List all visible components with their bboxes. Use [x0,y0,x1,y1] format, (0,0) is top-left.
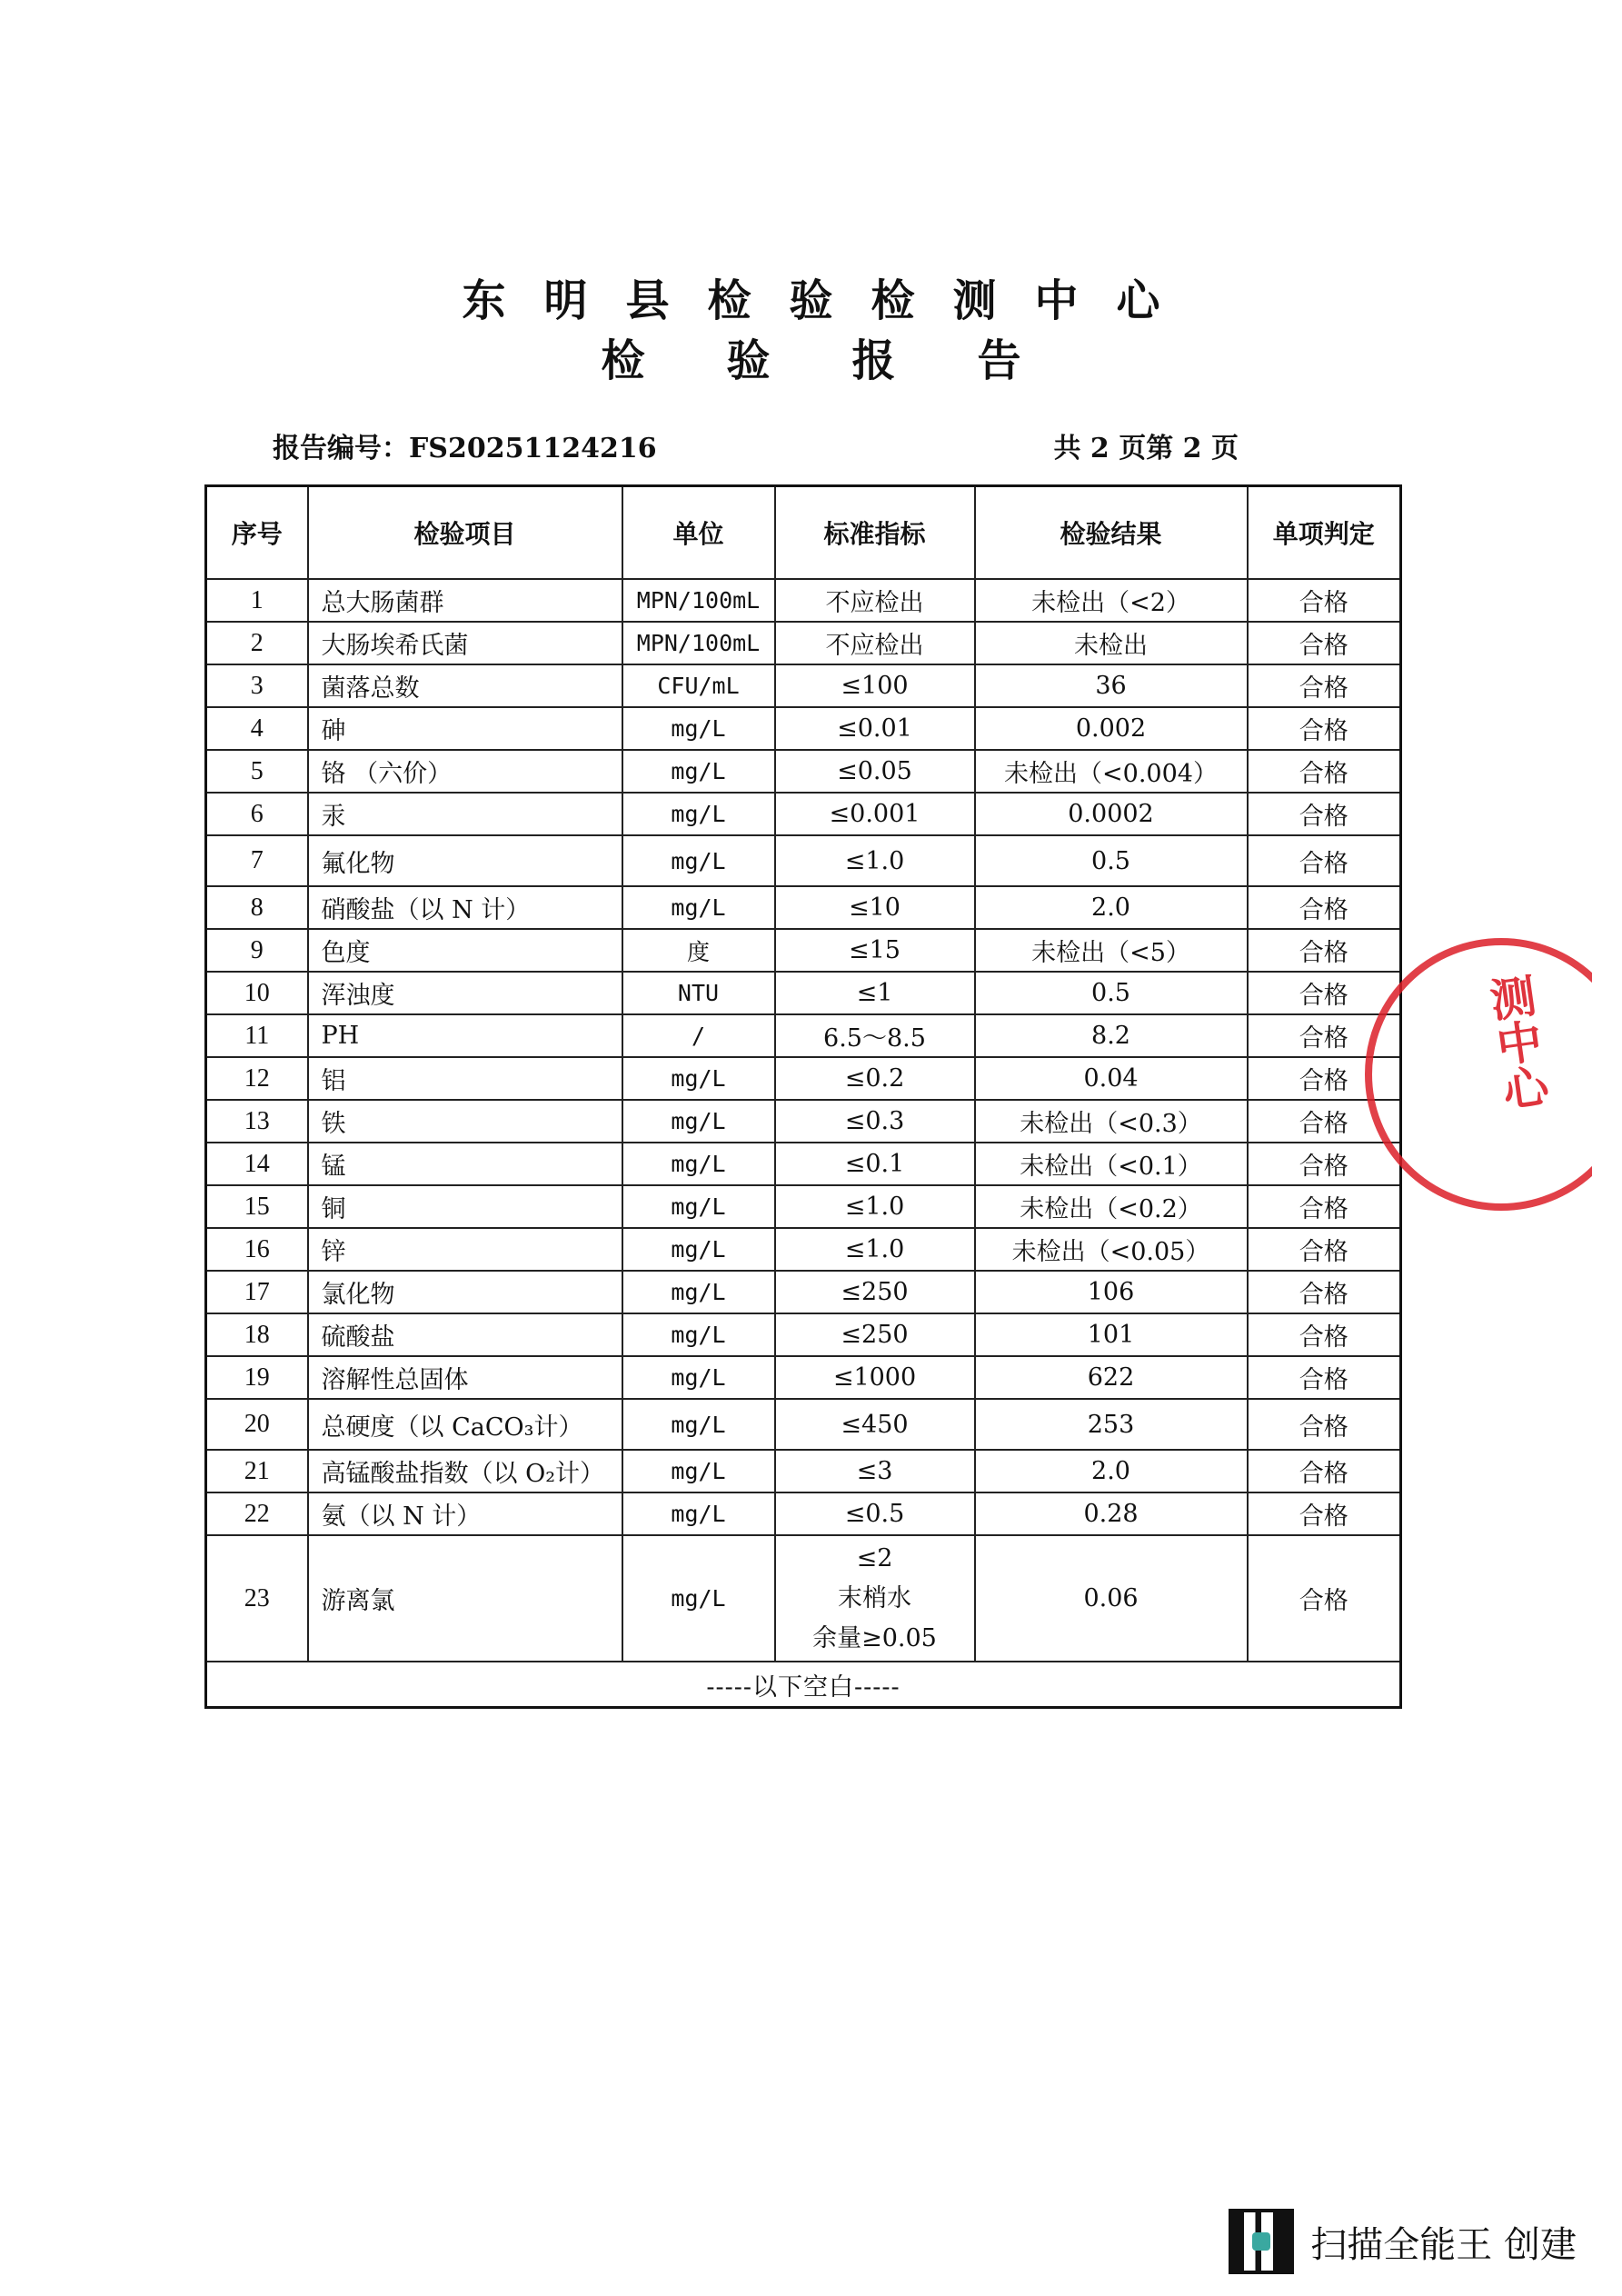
row-seq: 23 [206,1535,308,1662]
table-row [206,835,1401,886]
row-judgement: 合格 [1248,1143,1401,1185]
row-standard: ≤15 [775,929,975,972]
table-row [206,1271,1401,1313]
row-unit: mg/L [622,1100,775,1143]
row-unit: mg/L [622,750,775,793]
row-seq: 11 [206,1014,308,1057]
row-seq: 15 [206,1185,308,1228]
row-standard: 6.5～8.5 [775,1014,975,1057]
table-row [206,1356,1401,1399]
row-seq: 21 [206,1450,308,1492]
header-standard: 标准指标 [775,486,975,580]
row-standard: 不应检出 [775,622,975,664]
header-item: 检验项目 [308,486,622,580]
row-seq: 16 [206,1228,308,1271]
header-result: 检验结果 [975,486,1248,580]
row-seq: 6 [206,793,308,835]
row-item: 铬 （六价） [308,750,622,793]
standard-line: 末梢水 [838,1583,911,1612]
org-title: 东明县检验检测中心 [462,275,1199,326]
table-row [206,750,1401,793]
row-unit: mg/L [622,1143,775,1185]
report-number: 报告编号：FS20251124216 [273,433,657,464]
row-judgement: 合格 [1248,1535,1401,1662]
row-unit: 度 [622,929,775,972]
row-result: 106 [975,1271,1248,1313]
row-result: 622 [975,1356,1248,1399]
row-seq: 10 [206,972,308,1014]
row-item: 游离氯 [308,1535,622,1662]
row-judgement: 合格 [1248,1271,1401,1313]
row-judgement: 合格 [1248,1228,1401,1271]
row-item: 氯化物 [308,1271,622,1313]
row-standard: ≤0.05 [775,750,975,793]
row-judgement: 合格 [1248,622,1401,664]
row-result: 2.0 [975,886,1248,929]
row-standard: ≤250 [775,1313,975,1356]
row-unit: MPN/100mL [622,579,775,622]
table-header-row [206,486,1401,580]
table-row [206,622,1401,664]
row-unit: mg/L [622,1228,775,1271]
row-standard: ≤0.3 [775,1100,975,1143]
row-unit: mg/L [622,1313,775,1356]
row-standard: ≤3 [775,1450,975,1492]
row-seq: 7 [206,835,308,886]
row-result: 未检出（<5） [975,929,1248,972]
table-row [206,1143,1401,1185]
row-standard: ≤250 [775,1271,975,1313]
row-seq: 18 [206,1313,308,1356]
row-standard: ≤1.0 [775,1185,975,1228]
row-result: 未检出（<2） [975,579,1248,622]
row-judgement: 合格 [1248,707,1401,750]
row-item: 大肠埃希氏菌 [308,622,622,664]
row-unit: mg/L [622,1185,775,1228]
row-unit: mg/L [622,793,775,835]
row-seq: 4 [206,707,308,750]
header-unit: 单位 [622,486,775,580]
row-result: 2.0 [975,1450,1248,1492]
table-row [206,579,1401,622]
table-footer-row [206,1662,1401,1708]
table-row [206,793,1401,835]
row-standard: ≤0.01 [775,707,975,750]
row-seq: 22 [206,1492,308,1535]
row-result: 8.2 [975,1014,1248,1057]
row-standard: ≤1000 [775,1356,975,1399]
row-judgement: 合格 [1248,579,1401,622]
row-standard: ≤100 [775,664,975,707]
row-seq: 14 [206,1143,308,1185]
row-judgement: 合格 [1248,793,1401,835]
row-standard: ≤1.0 [775,1228,975,1271]
table-row [206,1057,1401,1100]
table-row [206,664,1401,707]
row-unit: mg/L [622,1535,775,1662]
row-unit: NTU [622,972,775,1014]
row-result: 未检出 [975,622,1248,664]
row-judgement: 合格 [1248,929,1401,972]
row-unit: mg/L [622,1450,775,1492]
row-judgement: 合格 [1248,1014,1401,1057]
row-standard: ≤10 [775,886,975,929]
row-standard: ≤450 [775,1399,975,1450]
row-result: 未检出（<0.1） [975,1143,1248,1185]
row-item: 总大肠菌群 [308,579,622,622]
row-seq: 17 [206,1271,308,1313]
row-judgement: 合格 [1248,1100,1401,1143]
row-standard: ≤0.5 [775,1492,975,1535]
row-seq: 2 [206,622,308,664]
table-row [206,929,1401,972]
table-row [206,1185,1401,1228]
row-item: 硫酸盐 [308,1313,622,1356]
row-item: 硝酸盐（以 N 计） [308,886,622,929]
row-standard: ≤1.0 [775,835,975,886]
row-standard: ≤1 [775,972,975,1014]
table-row [206,1014,1401,1057]
table-row [206,972,1401,1014]
row-judgement: 合格 [1248,1356,1401,1399]
row-standard: ≤0.001 [775,793,975,835]
row-result: 0.5 [975,972,1248,1014]
row-seq: 13 [206,1100,308,1143]
row-seq: 8 [206,886,308,929]
row-unit: mg/L [622,1356,775,1399]
row-seq: 1 [206,579,308,622]
table-row [206,1399,1401,1450]
row-result: 未检出（<0.05） [975,1228,1248,1271]
row-item: PH [308,1014,622,1057]
row-judgement: 合格 [1248,1399,1401,1450]
row-standard [775,1535,975,1662]
table-row [206,1228,1401,1271]
row-unit: mg/L [622,1492,775,1535]
row-result: 未检出（<0.3） [975,1100,1248,1143]
row-result: 未检出（<0.2） [975,1185,1248,1228]
standard-line: ≤2 [856,1543,893,1572]
row-result: 0.0002 [975,793,1248,835]
row-item: 铜 [308,1185,622,1228]
scanner-watermark [1229,2209,1577,2274]
blank-below-note: -----以下空白----- [206,1662,1401,1708]
row-seq: 12 [206,1057,308,1100]
row-seq: 5 [206,750,308,793]
row-seq: 3 [206,664,308,707]
table-row [206,1535,1401,1662]
row-item: 色度 [308,929,622,972]
row-judgement: 合格 [1248,1313,1401,1356]
table-row [206,1100,1401,1143]
row-unit: / [622,1014,775,1057]
row-judgement: 合格 [1248,664,1401,707]
official-seal [1347,920,1592,1229]
seal-text: 测中心 [1479,971,1552,1114]
row-judgement: 合格 [1248,972,1401,1014]
row-judgement: 合格 [1248,886,1401,929]
row-judgement: 合格 [1248,1450,1401,1492]
row-item: 菌落总数 [308,664,622,707]
header-judgement: 单项判定 [1248,486,1401,580]
row-result: 0.28 [975,1492,1248,1535]
header-seq: 序号 [206,486,308,580]
row-unit: MPN/100mL [622,622,775,664]
row-item: 氨（以 N 计） [308,1492,622,1535]
row-judgement: 合格 [1248,1057,1401,1100]
row-result: 36 [975,664,1248,707]
row-judgement: 合格 [1248,835,1401,886]
row-result: 253 [975,1399,1248,1450]
row-judgement: 合格 [1248,1185,1401,1228]
row-item: 高锰酸盐指数（以 O₂计） [308,1450,622,1492]
test-results-table [204,484,1402,1709]
table-row [206,1313,1401,1356]
table-row [206,886,1401,929]
row-item: 浑浊度 [308,972,622,1014]
row-unit: mg/L [622,886,775,929]
page-info: 共 2 页第 2 页 [1053,433,1239,464]
qr-code-icon [1229,2209,1294,2274]
row-result: 未检出（<0.004） [975,750,1248,793]
row-seq: 20 [206,1399,308,1450]
doc-title: 检验报告 [601,335,1103,386]
row-item: 总硬度（以 CaCO₃计） [308,1399,622,1450]
row-unit: mg/L [622,835,775,886]
row-seq: 9 [206,929,308,972]
row-judgement: 合格 [1248,1492,1401,1535]
row-item: 锌 [308,1228,622,1271]
row-unit: mg/L [622,1271,775,1313]
row-item: 氟化物 [308,835,622,886]
row-unit: mg/L [622,1057,775,1100]
row-standard: 不应检出 [775,579,975,622]
row-result: 0.04 [975,1057,1248,1100]
row-item: 锰 [308,1143,622,1185]
row-judgement: 合格 [1248,750,1401,793]
row-standard: ≤0.2 [775,1057,975,1100]
row-item: 铝 [308,1057,622,1100]
row-unit: mg/L [622,707,775,750]
row-item: 铁 [308,1100,622,1143]
row-result: 101 [975,1313,1248,1356]
table-row [206,707,1401,750]
row-item: 溶解性总固体 [308,1356,622,1399]
table-row [206,1492,1401,1535]
row-seq: 19 [206,1356,308,1399]
row-item: 砷 [308,707,622,750]
row-unit: CFU/mL [622,664,775,707]
row-result: 0.06 [975,1535,1248,1662]
row-standard: ≤0.1 [775,1143,975,1185]
row-result: 0.002 [975,707,1248,750]
row-unit: mg/L [622,1399,775,1450]
standard-line: 余量≥0.05 [812,1623,937,1652]
row-item: 汞 [308,793,622,835]
scanner-brand-text: 扫描全能王 创建 [1310,2223,1577,2266]
row-result: 0.5 [975,835,1248,886]
table-row [206,1450,1401,1492]
